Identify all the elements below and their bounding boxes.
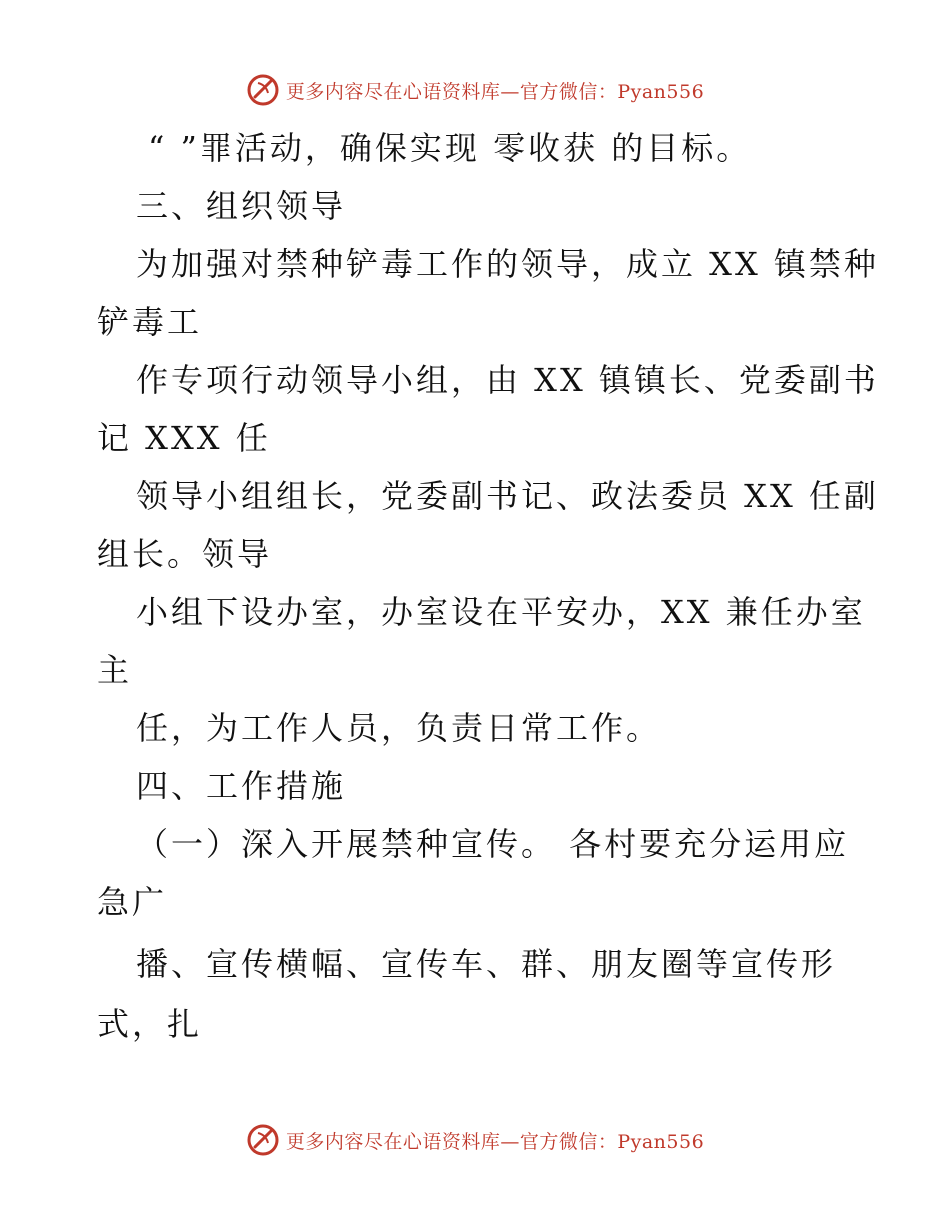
section-heading: 四、工作措施 bbox=[136, 767, 347, 805]
brand-logo-icon bbox=[246, 73, 280, 107]
section-heading: 三、组织领导 bbox=[136, 187, 347, 225]
body-line: （一）深入开展禁种宣传。 各村要充分运用应 bbox=[136, 825, 850, 863]
body-line: 铲毒工 bbox=[97, 303, 203, 341]
watermark bbox=[246, 1123, 704, 1157]
body-line: 主 bbox=[97, 651, 133, 689]
body-line: 组长。领导 bbox=[97, 535, 273, 573]
body-line: 式，扎 bbox=[97, 1005, 203, 1043]
watermark-text: 更多内容尽在心语资料库—官方微信：Pyan556 bbox=[285, 80, 705, 103]
body-line: 任，为工作人员，负责日常工作。 bbox=[136, 709, 662, 747]
body-line: 记 XXX 任 bbox=[97, 419, 271, 457]
page-footer-watermark bbox=[0, 1120, 950, 1160]
watermark-text: 更多内容尽在心语资料库—官方微信：Pyan556 bbox=[285, 1130, 705, 1153]
body-line: 领导小组组长，党委副书记、政法委员 XX 任副 bbox=[136, 477, 879, 515]
brand-logo-icon bbox=[246, 1123, 280, 1157]
body-line: 小组下设办室，办室设在平安办，XX 兼任办室 bbox=[136, 593, 866, 631]
body-line: 为加强对禁种铲毒工作的领导，成立 XX 镇禁种 bbox=[136, 245, 879, 283]
body-line: “ ”罪活动，确保实现 零收获 的目标。 bbox=[148, 129, 752, 167]
body-line: 作专项行动领导小组，由 XX 镇镇长、党委副书 bbox=[136, 361, 879, 399]
body-line: 急广 bbox=[97, 883, 168, 921]
page-header-watermark bbox=[0, 70, 950, 110]
watermark bbox=[246, 73, 704, 107]
body-line: 播、宣传横幅、宣传车、群、朋友圈等宣传形 bbox=[136, 945, 837, 983]
